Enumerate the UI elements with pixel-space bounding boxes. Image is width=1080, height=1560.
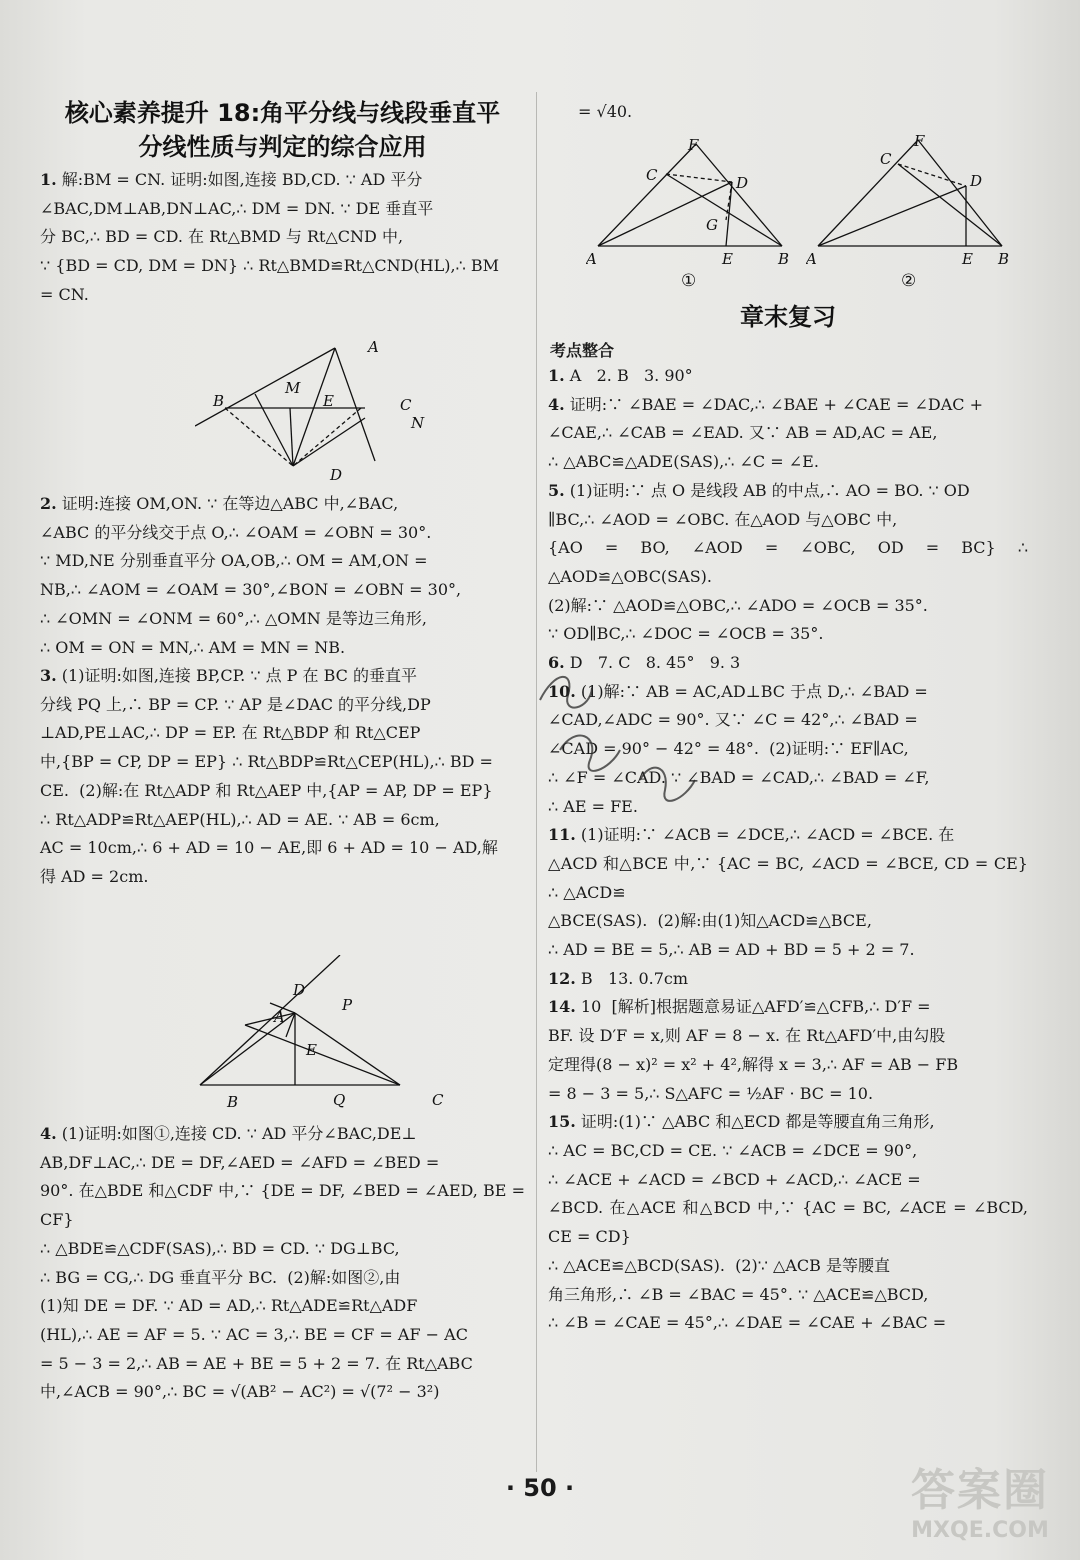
line-ad xyxy=(818,186,966,246)
line-ed xyxy=(290,408,293,466)
problem-text: 10 [解析]根据题意易证△AFD′≌△CFB,∴ D′F = BF. 设 D′F = x,则 AF = 8 − x. 在 Rt△AFD′中,由勾股 定理得(8 − x)² = x² + 4²,解得 x = 3,∴ AF = AB − FB = 8 − 3 = 5,∴ S△AFC = ½AF · BC = 10. xyxy=(548,997,959,1103)
label-d: D xyxy=(736,174,749,192)
problem-text: (1)证明:如图①,连接 CD. ∵ AD 平分∠BAC,DE⊥ AB,DF⊥AC,∴ DE = DF,∠AED = ∠AFD = ∠BED = 90°. 在△BDE 和△CDF 中,∵ {DE = DF, ∠BED = ∠AED, BE = CF} ∴ △BDE≌△CDF(SAS),∴ BD = CD. ∵ DG⊥BC, ∴ BG = CG,∴ DG 垂直平分 BC. (2)解:如图②,由 (1)知 DE = DF. ∵ AD = AD,∴ Rt△ADE≌Rt△ADF (HL),∴ AE = AF = 5. ∵ AC = 3,∴ BE = CF = AF − AC = 5 − 3 = 2,∴ AB = AE + BE = 5 + 2 = 7. 在 Rt△ABC 中,∠ACB = 90°,∴ BC = √(AB² − AC²) = √(7² − 3²) xyxy=(40,1124,525,1402)
scribble-stroke xyxy=(640,768,695,801)
problem-text: (1)证明:如图,连接 BP,CP. ∵ 点 P 在 BC 的垂直平 分线 PQ 上,∴ BP = CP. ∵ AP 是∠DAC 的平分线,DP ⊥AD,PE⊥AC,∴ DP = EP. 在 Rt△BDP 和 Rt△CEP 中,{BP = CP, DP = EP} ∴ Rt△BDP≌Rt△CEP(HL),∴ BD = CE. (2)解:在 Rt△ADP 和 Rt△AEP 中,{AP = AP, DP = EP} ∴ Rt△ADP≌Rt△AEP(HL),∴ AD = AE. ∵ AB = 6cm, AC = 10cm,∴ 6 + AD = 10 − AE,即 6 + AD = 10 − AD,解 得 AD = 2cm. xyxy=(40,666,498,886)
problem-3 xyxy=(40,662,525,892)
right-answers xyxy=(548,362,1028,1338)
label-e: E xyxy=(962,250,973,268)
label-a: A xyxy=(274,1008,285,1026)
label-n: N xyxy=(411,414,425,432)
figure-caption-1: ① xyxy=(681,271,697,291)
label-c: C xyxy=(400,396,412,414)
label-c: C xyxy=(880,150,892,168)
problem-text: (1)证明:∵ ∠ACB = ∠DCE,∴ ∠ACD = ∠BCE. 在 △ACD 和△BCE 中,∵ {AC = BC, ∠ACD = ∠BCE, CD = CE} ∴ △ACD≌ △BCE(SAS). (2)解:由(1)知△ACD≌△BCE, ∴ AD = BE = 5,∴ AB = AD + BD = 5 + 2 = 7. xyxy=(548,825,1028,960)
figure-problem-1 xyxy=(195,336,425,486)
line-cb xyxy=(898,164,1002,246)
problem-number: 5. xyxy=(548,480,565,500)
label-e: E xyxy=(722,250,733,268)
figure-problem-3 xyxy=(180,955,460,1115)
line-bd-ray xyxy=(200,955,340,1085)
figure-caption-2: ② xyxy=(901,271,917,291)
line-af xyxy=(598,144,696,246)
label-a: A xyxy=(586,250,597,268)
problem-number: 4. xyxy=(548,394,565,414)
section-title-line1: 核心素养提升 18:角平分线与线段垂直平 xyxy=(64,99,501,127)
problem-4 xyxy=(40,1120,525,1407)
label-f: F xyxy=(688,136,699,154)
problem-text: 证明:(1)∵ △ABC 和△ECD 都是等腰直角三角形, ∴ AC = BC,CD = CE. ∵ ∠ACB = ∠DCE = 90°, ∴ ∠ACE + ∠ACD = ∠BCD + ∠ACD,∴ ∠ACE = ∠BCD. 在△ACE 和△BCD 中,∵ {AC = BC, ∠ACE = ∠BCD, CE = CD} ∴ △ACE≌△BCD(SAS). (2)∵ △ACB 是等腰直 角三角形,∴ ∠B = ∠BAC = 45°. ∵ △ACE≌△BCD, ∴ ∠B = ∠CAE = 45°,∴ ∠DAE = ∠CAE + ∠BAC = xyxy=(548,1112,1028,1333)
label-c: C xyxy=(646,166,658,184)
problem-number: 14. xyxy=(548,997,576,1017)
line-af xyxy=(818,140,918,246)
problem-text: 证明:连接 OM,ON. ∵ 在等边△ABC 中,∠BAC, ∠ABC 的平分线交于点 O,∴ ∠OAM = ∠OBN = 30°. ∵ MD,NE 分别垂直平分 OA,OB,∴ OM = AM,ON = NB,∴ ∠AOM = ∠OAM = 30°,∠BON = ∠OBN = 30°, ∴ ∠OMN = ∠ONM = 60°,∴ △OMN 是等边三角形, ∴ OM = ON = MN,∴ AM = MN = NB. xyxy=(40,494,462,657)
continued-result: = √40. xyxy=(578,102,633,121)
problem-text: (1)证明:∵ 点 O 是线段 AB 的中点,∴ AO = BO. ∵ OD ∥BC,∴ ∠AOD = ∠OBC. 在△AOD 与△OBC 中, {AO = BO, ∠AOD = ∠OBC, OD = BC} ∴ △AOD≌△OBC(SAS). (2)解:∵ △AOD≌△OBC,∴ ∠ADO = ∠OCB = 35°. ∵ OD∥BC,∴ ∠DOC = ∠OCB = 35°. xyxy=(548,480,1028,644)
label-d: D xyxy=(970,172,983,190)
watermark-logo: 答案圈 xyxy=(911,1465,1049,1516)
line-md xyxy=(255,394,293,466)
label-a: A xyxy=(806,250,817,268)
figure-4-1 xyxy=(586,134,806,294)
label-q: Q xyxy=(333,1091,346,1109)
problem-text: D 7. C 8. 45° 9. 3 xyxy=(564,653,741,673)
problem-number: 10. xyxy=(548,681,576,701)
scribble-stroke xyxy=(560,736,620,771)
problem-text: 解:BM = CN. 证明:如图,连接 BD,CD. ∵ AD 平分 ∠BAC,DM⊥AB,DN⊥AC,∴ DM = DN. ∵ DE 垂直平 分 BC,∴ BD = CD. 在 Rt△BMD 与 Rt△CND 中, ∵ {BD = CD, DM = DN} ∴ Rt△BMD≌Rt△CND(HL),∴ BM = CN. xyxy=(40,170,499,304)
problem-number: 4. xyxy=(40,1124,57,1143)
label-b: B xyxy=(213,392,225,410)
problem-number: 3. xyxy=(40,666,57,685)
label-f: F xyxy=(914,134,925,150)
label-b: B xyxy=(778,250,790,268)
section-title-line2: 分线性质与判定的综合应用 xyxy=(138,133,427,161)
problem-text: A 2. B 3. 90° xyxy=(564,366,693,385)
line-nd xyxy=(293,418,365,466)
label-b: B xyxy=(998,250,1010,268)
problem-number: 1. xyxy=(40,170,57,189)
label-d: D xyxy=(293,981,306,999)
problem-number: 15. xyxy=(548,1112,576,1132)
problem-text: B 13. 0.7cm xyxy=(575,968,689,988)
problem-number: 1. xyxy=(548,366,565,385)
label-d: D xyxy=(330,466,343,484)
watermark xyxy=(890,1464,1070,1554)
line-bd xyxy=(225,408,293,466)
problem-number: 11. xyxy=(548,825,576,845)
label-e: E xyxy=(306,1041,317,1059)
problem-number: 2. xyxy=(40,494,57,513)
line-ac xyxy=(335,348,375,461)
label-b: B xyxy=(227,1093,239,1111)
key-points-heading: 考点整合 xyxy=(550,341,615,360)
problem-text: 证明:∵ ∠BAE = ∠DAC,∴ ∠BAE + ∠CAE = ∠DAC + ∠CAE,∴ ∠CAB = ∠EAD. 又∵ AB = AD,AC = AE, ∴ △ABC≌△ADE(SAS),∴ ∠C = ∠E. xyxy=(548,394,984,472)
line-cb xyxy=(666,174,782,246)
watermark-url: MXQE.COM xyxy=(911,1518,1049,1543)
problem-2 xyxy=(40,490,525,662)
line-ad xyxy=(598,182,732,246)
page-number: · 50 · xyxy=(505,1474,575,1502)
label-c: C xyxy=(432,1091,444,1109)
figure-4-2 xyxy=(806,134,1026,294)
handwriting-scribble xyxy=(520,640,720,840)
problem-text: (1)解:∵ AB = AC,AD⊥BC 于点 D,∴ ∠BAD = ∠CAD,∠ADC = 90°. 又∵ ∠C = 42°,∴ ∠BAD = ∠CAD = 90° − 42° = 48°. (2)证明:∵ EF∥AC, ∴ ∠F = ∠CAD. ∵ ∠BAD = ∠CAD,∴ ∠BAD = ∠F, ∴ AE = FE. xyxy=(548,681,930,816)
line-fb xyxy=(918,140,1002,246)
problem-1 xyxy=(40,166,525,310)
label-g: G xyxy=(706,216,718,234)
label-e: E xyxy=(323,392,334,410)
line-cd xyxy=(898,164,966,186)
problem-number: 12. xyxy=(548,968,576,988)
label-m: M xyxy=(285,379,301,397)
chapter-review-title: 章末复习 xyxy=(740,303,836,331)
label-a: A xyxy=(368,338,379,356)
problem-number: 6. xyxy=(548,653,565,673)
label-p: P xyxy=(342,996,353,1014)
scribble-stroke xyxy=(540,677,592,708)
